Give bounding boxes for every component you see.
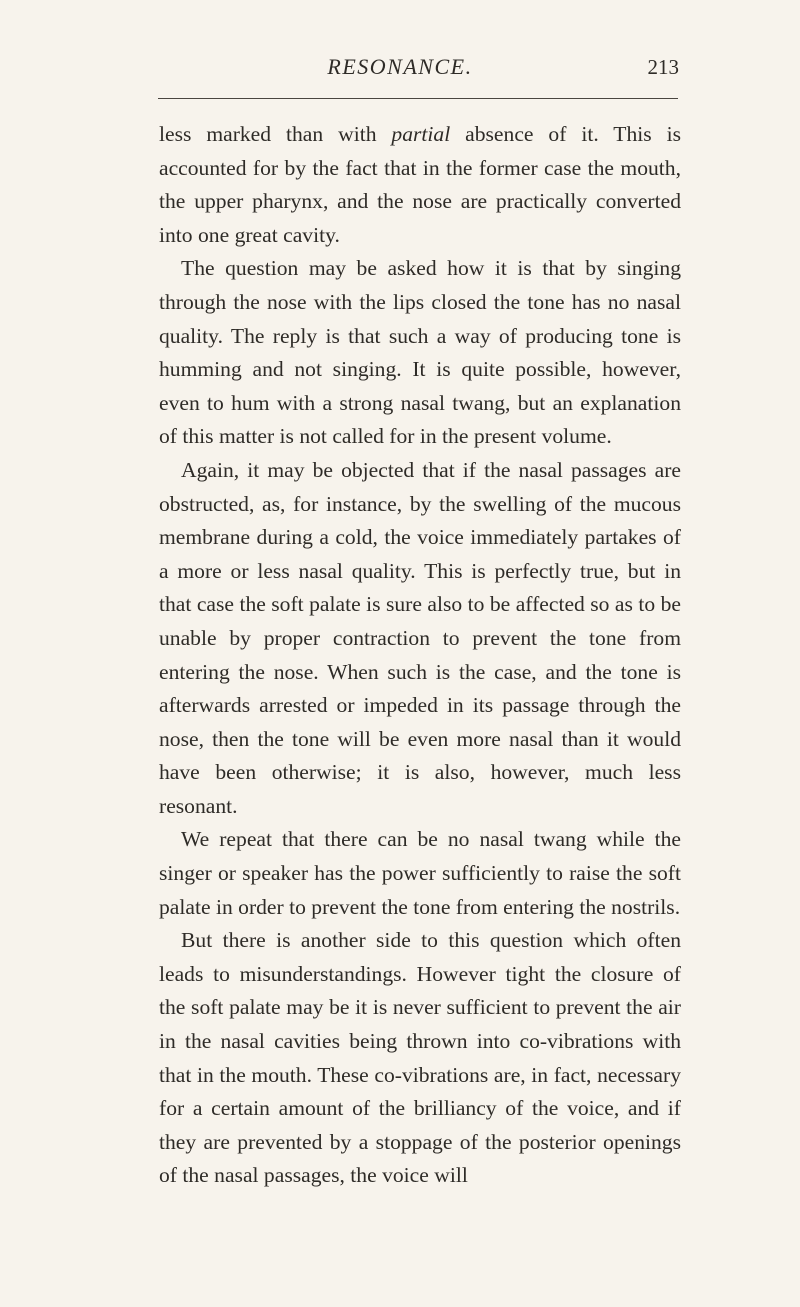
paragraph-1-end: absence of it. This is accounted for by the fact that in the former case the mouth, the upper pharynx, and the nose are practically converted into one great cavity. (159, 122, 681, 247)
running-head-title: RESONANCE. (327, 54, 473, 79)
body-text (159, 118, 681, 1193)
paragraph-5: But there is another side to this question which often leads to misunderstandings. However tight the closure of the soft palate may be it is never sufficient to prevent the air in the nasal cavities being thrown into co-vibrations with that in the mouth. These co-vibrations are, in fact, necessary for a certain amount of the brilliancy of the voice, and if they are prevented by a stoppage of the posterior openings of the nasal passages, the voice will (159, 928, 681, 1188)
paragraph-2: The question may be asked how it is that by singing through the nose with the lips closed the tone has no nasal quality. The reply is that such a way of producing tone is humming and not singing. It is quite possible, however, even to hum with a strong nasal twang, but an explanation of this matter is not called for in the present volume. (159, 256, 681, 449)
paragraph-3: Again, it may be objected that if the nasal passages are obstructed, as, for instance, by the swelling of the mucous membrane during a cold, the voice immediately partakes of a more or less nasal quality. This is perfectly true, but in that case the soft palate is sure also to be affected so as to be unable by proper contraction to prevent the tone from entering the nose. When such is the case, and the tone is afterwards arrested or impeded in its passage through the nose, then the tone will be even more nasal than it would have been otherwise; it is also, however, much less resonant. (159, 457, 681, 818)
paragraph-1 (159, 118, 681, 252)
paragraph-4: We repeat that there can be no nasal twang while the singer or speaker has the power sufficiently to raise the soft palate in order to prevent the tone from entering the nostrils. (159, 827, 681, 919)
header-rule (158, 98, 678, 99)
page-number: 213 (647, 55, 679, 79)
paragraph-1-start: less marked than with (159, 122, 392, 146)
emphasis-partial: partial (391, 122, 451, 146)
running-head (0, 54, 800, 84)
